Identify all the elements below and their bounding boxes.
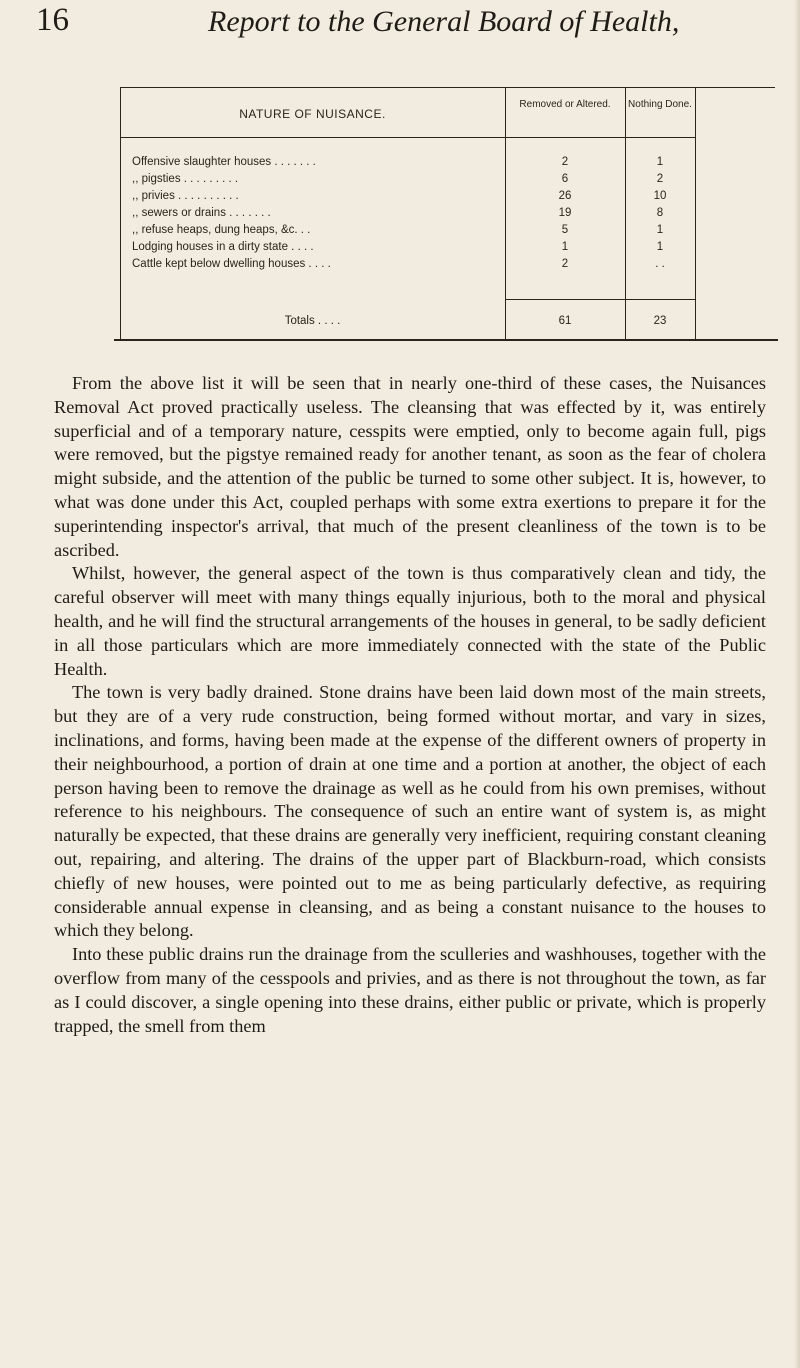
table-row [120, 173, 695, 190]
row-label: ,, privies . . . . . . . . . . [132, 190, 239, 202]
nothing-done-count: 1 [656, 241, 664, 253]
removed-total: 61 [558, 315, 572, 327]
row-label: ,, sewers or drains . . . . . . . [132, 207, 271, 219]
nothing-done-count: 10 [653, 190, 667, 202]
nothing-done-count: 1 [656, 224, 664, 236]
page-edge-shadow [794, 0, 800, 1368]
column-header-removed: Removed or Altered. [519, 99, 611, 110]
table-top-rule [120, 87, 775, 88]
table-bottom-rule [114, 339, 778, 341]
table-row [120, 224, 695, 241]
paragraph: Whilst, however, the general aspect of the town is thus comparatively clean and tidy, the careful observer will meet with many things equally injurious, both to the moral and physical health, and he will find the structural arrangements of the houses in general, to be sadly deficient in all those particulars which are more immediately connected with the state of the Public Health. [54, 563, 766, 679]
body-text [54, 372, 766, 1038]
nuisance-table [120, 87, 775, 340]
column-header-nature: NATURE OF NUISANCE. [239, 107, 386, 121]
removed-count: 6 [561, 173, 569, 185]
table-row [120, 190, 695, 207]
removed-count: 19 [558, 207, 572, 219]
totals-row [120, 315, 695, 332]
table-row [120, 258, 695, 275]
table-row [120, 207, 695, 224]
row-label: Offensive slaughter houses . . . . . . . [132, 156, 316, 168]
table-header-rule [120, 137, 695, 138]
removed-count: 5 [561, 224, 569, 236]
paragraph: Into these public drains run the drainage from the sculleries and washhouses, together with the overflow from many of the cesspools and privies, and as there is not throughout the town, as far as I could discover, a single opening into these drains, either public or private, which is properly trapped, the smell from them [54, 944, 766, 1036]
row-label: ,, refuse heaps, dung heaps, &c. . . [132, 224, 311, 236]
nothing-done-count: 1 [656, 156, 664, 168]
nothing-done-count: 2 [656, 173, 664, 185]
nothing-done-count: . . [655, 258, 665, 270]
column-header-nothing: Nothing Done. [628, 99, 692, 110]
removed-count: 26 [558, 190, 572, 202]
nothing-done-total: 23 [653, 315, 667, 327]
row-label: Cattle kept below dwelling houses . . . . [132, 258, 331, 270]
removed-count: 2 [561, 156, 569, 168]
row-label: Lodging houses in a dirty state . . . . [132, 241, 314, 253]
paragraph: The town is very badly drained. Stone drains have been laid down most of the main streets, but they are of a very rude construction, being formed without mortar, and vary in sizes, inclinations, and forms, having been made at the expense of the different owners of property in their neighbourhood, a portion of drain at one time and a portion at another, the object of each person having been to remove the drainage as well as he could from his own premises, without reference to his neighbours. The consequence of such an entire want of system is, as might naturally be expected, that these drains are generally very inefficient, requiring constant cleaning out, repairing, and altering. The drains of the upper part of Blackburn-road, which consists chiefly of new houses, were pointed out to me as being particularly defective, as requiring considerable annual expense in cleansing, and as being a constant nuisance to the houses to which they belong. [54, 682, 766, 941]
table-row [120, 156, 695, 173]
row-label: ,, pigsties . . . . . . . . . [132, 173, 239, 185]
page-number: 16 [36, 2, 69, 38]
table-body [120, 156, 695, 275]
removed-count: 1 [561, 241, 569, 253]
table-right-rule [695, 87, 696, 339]
removed-count: 2 [561, 258, 569, 270]
nothing-done-count: 8 [656, 207, 664, 219]
running-title: Report to the General Board of Health, [208, 5, 680, 38]
page-header [30, 2, 770, 46]
paragraph: From the above list it will be seen that in nearly one-third of these cases, the Nuisances Removal Act proved practically useless. The cleansing that was effected by it, was entirely superficial and of a temporary nature, cesspits were emptied, only to become again full, pigs were removed, but the pigstye remained ready for another tenant, as soon as the fear of cholera might subside, and the attention of the public be turned to some other subject. It is, however, to what was done under this Act, coupled perhaps with some extra exertions to prepare it for the superintending inspector's arrival, that much of the present cleanliness of the town is to be ascribed. [54, 373, 766, 560]
totals-label: Totals . . . . [284, 315, 341, 327]
table-row [120, 241, 695, 258]
table-totals-rule [505, 299, 695, 300]
